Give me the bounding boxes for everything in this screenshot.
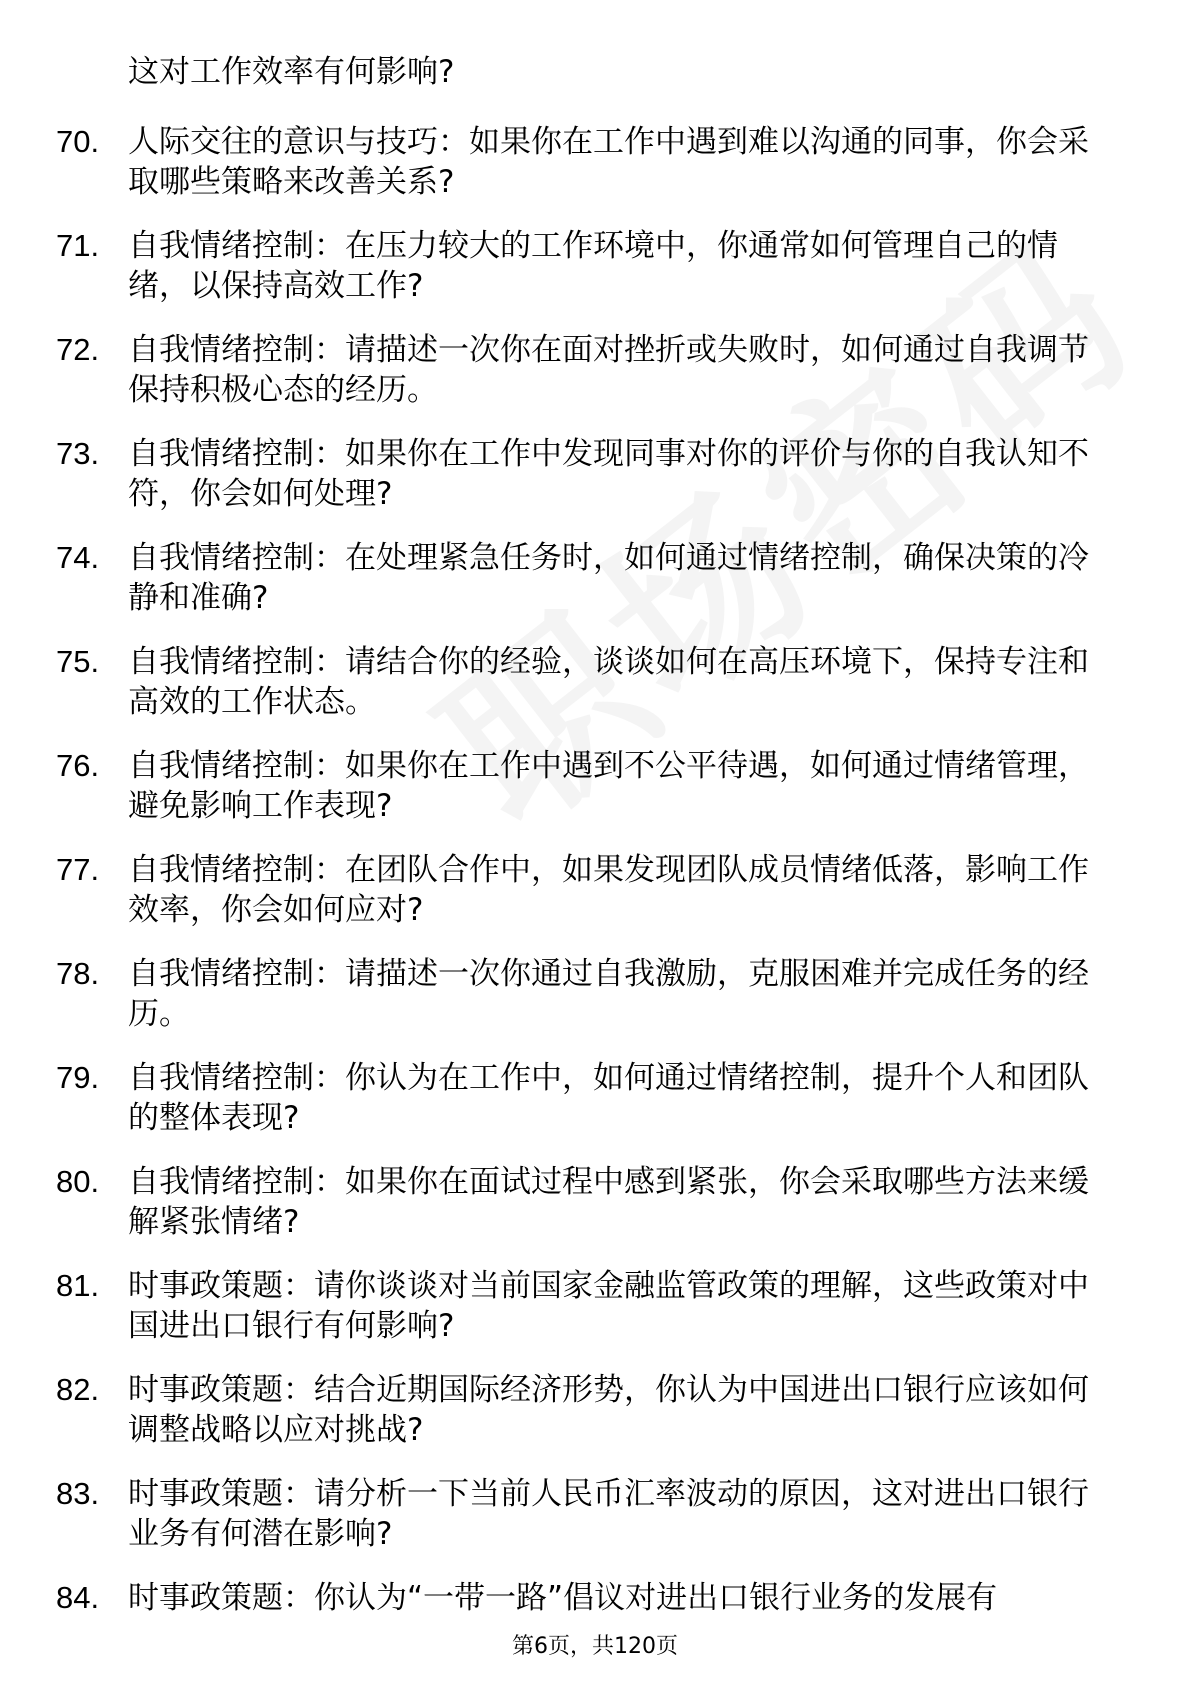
question-number: 83. [56, 1476, 100, 1511]
list-item [56, 850, 1106, 930]
question-content [56, 52, 1106, 1618]
list-item [56, 434, 1106, 514]
carry-over-text: 这对工作效率有何影响? [128, 54, 455, 90]
question-number: 76. [56, 748, 100, 783]
list-item [56, 746, 1106, 826]
question-text: 自我情绪控制：请描述一次你在面对挫折或失败时，如何通过自我调节保持积极心态的经历。 [128, 332, 1089, 408]
list-item [56, 1578, 1106, 1618]
question-number: 74. [56, 540, 100, 575]
list-item [56, 1370, 1106, 1450]
list-item [56, 122, 1106, 202]
question-number: 80. [56, 1164, 100, 1199]
question-number: 73. [56, 436, 100, 471]
list-item [56, 642, 1106, 722]
list-item [56, 538, 1106, 618]
question-number: 75. [56, 644, 100, 679]
question-text: 自我情绪控制：如果你在面试过程中感到紧张，你会采取哪些方法来缓解紧张情绪? [128, 1164, 1089, 1240]
question-text: 自我情绪控制：在压力较大的工作环境中，你通常如何管理自己的情绪，以保持高效工作? [128, 228, 1058, 304]
question-number: 71. [56, 228, 100, 263]
question-text: 人际交往的意识与技巧：如果你在工作中遇到难以沟通的同事，你会采取哪些策略来改善关系? [128, 124, 1089, 200]
question-number: 70. [56, 124, 100, 159]
question-number: 81. [56, 1268, 100, 1303]
question-text: 自我情绪控制：请描述一次你通过自我激励，克服困难并完成任务的经历。 [128, 956, 1089, 1032]
question-number: 78. [56, 956, 100, 991]
question-number: 82. [56, 1372, 100, 1407]
question-text: 自我情绪控制：请结合你的经验，谈谈如何在高压环境下，保持专注和高效的工作状态。 [128, 644, 1089, 720]
question-text: 自我情绪控制：如果你在工作中遇到不公平待遇，如何通过情绪管理，避免影响工作表现? [128, 748, 1089, 824]
list-item [56, 330, 1106, 410]
list-item [56, 1162, 1106, 1242]
question-text: 自我情绪控制：在团队合作中，如果发现团队成员情绪低落，影响工作效率，你会如何应对? [128, 852, 1089, 928]
list-item [56, 1058, 1106, 1138]
question-number: 84. [56, 1580, 100, 1615]
question-number: 79. [56, 1060, 100, 1095]
question-text: 时事政策题：结合近期国际经济形势，你认为中国进出口银行应该如何调整战略以应对挑战? [128, 1372, 1089, 1448]
question-text: 时事政策题：请你谈谈对当前国家金融监管政策的理解，这些政策对中国进出口银行有何影响? [128, 1268, 1089, 1344]
list-item [56, 1474, 1106, 1554]
question-text: 时事政策题：请分析一下当前人民币汇率波动的原因，这对进出口银行业务有何潜在影响? [128, 1476, 1089, 1552]
page-number-footer: 第6页，共120页 [512, 1634, 678, 1659]
question-text: 自我情绪控制：在处理紧急任务时，如何通过情绪控制，确保决策的冷静和准确? [128, 540, 1089, 616]
list-item [56, 1266, 1106, 1346]
question-text: 自我情绪控制：如果你在工作中发现同事对你的评价与你的自我认知不符，你会如何处理? [128, 436, 1089, 512]
question-text: 自我情绪控制：你认为在工作中，如何通过情绪控制，提升个人和团队的整体表现? [128, 1060, 1089, 1136]
question-number: 77. [56, 852, 100, 887]
question-text: 时事政策题：你认为“一带一路”倡议对进出口银行业务的发展有 [128, 1580, 998, 1616]
list-item [56, 954, 1106, 1034]
list-item [56, 226, 1106, 306]
question-list [56, 122, 1106, 1618]
question-number: 72. [56, 332, 100, 367]
